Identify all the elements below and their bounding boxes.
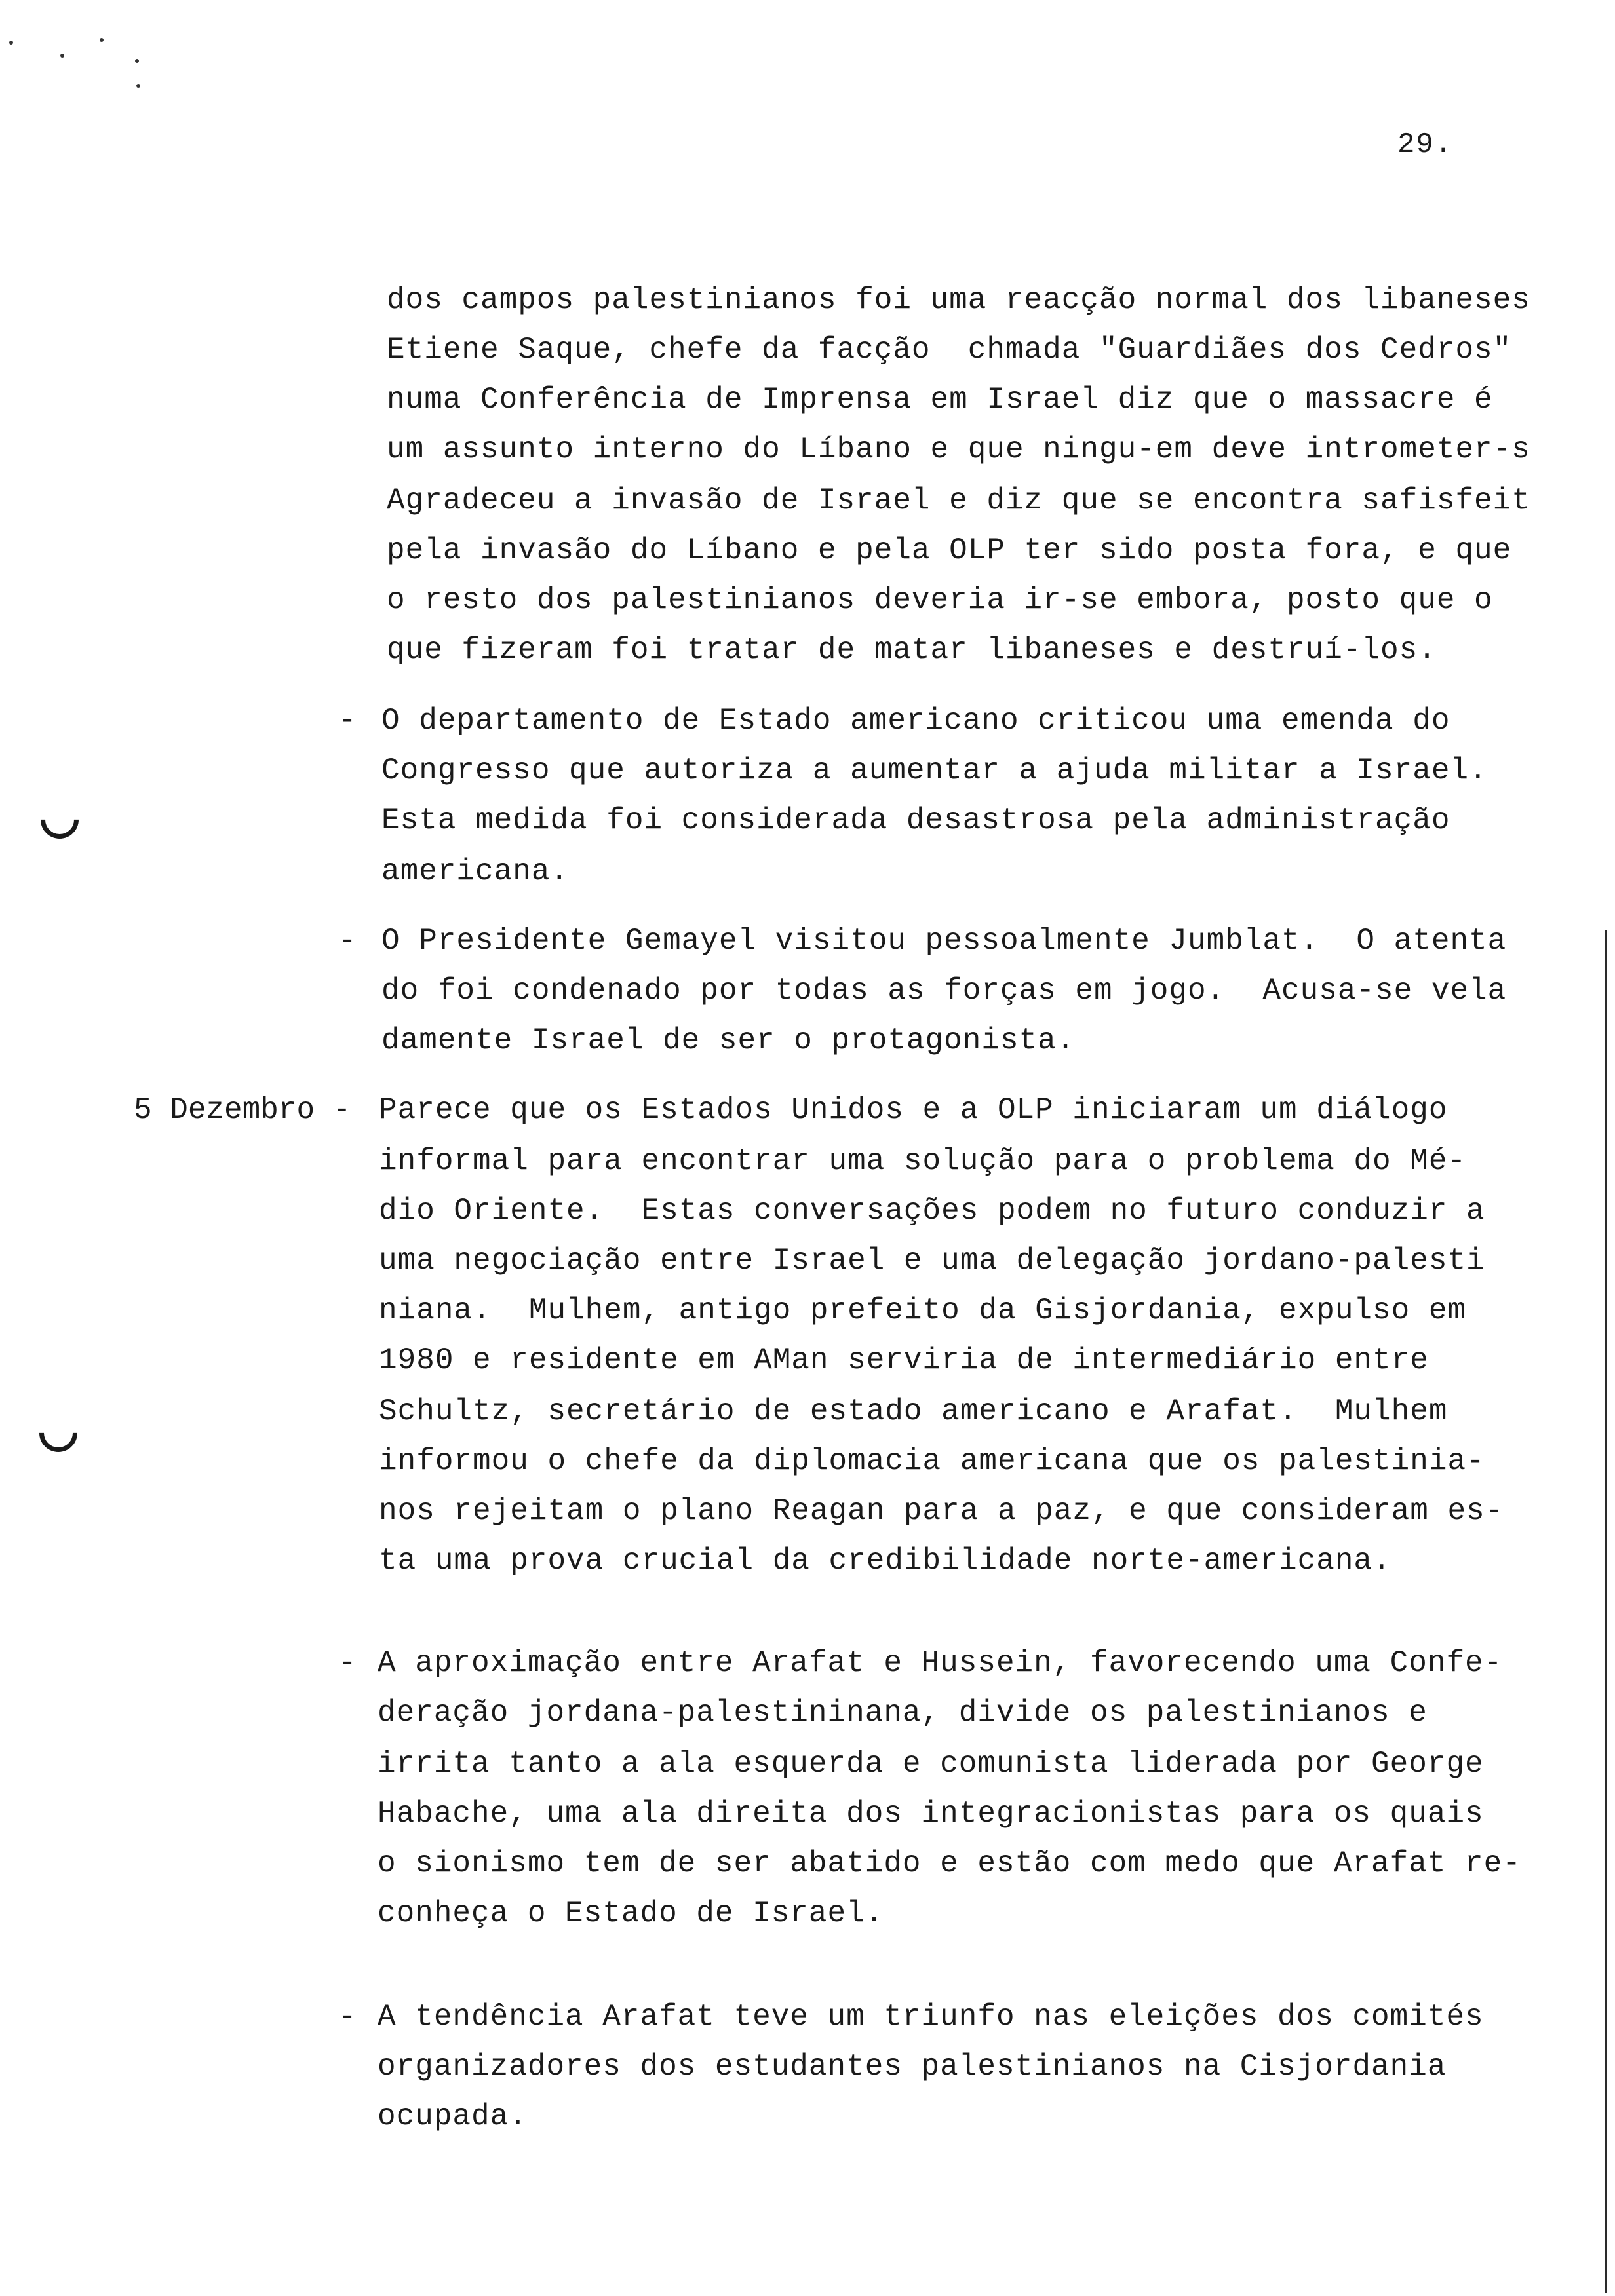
item-dash: - [338, 924, 357, 958]
text-line: ta uma prova crucial da credibilidade norte-americana. [379, 1544, 1391, 1578]
text-line: conheça o Estado de Israel. [378, 1896, 884, 1930]
scan-speck [60, 54, 64, 58]
text-line: A tendência Arafat teve um triunfo nas eleições dos comités [378, 2000, 1484, 2034]
text-line: informal para encontrar uma solução para o problema do Mé- [379, 1144, 1467, 1178]
text-line: niana. Mulhem, antigo prefeito da Gisjordania, expulso em [379, 1293, 1467, 1328]
text-line: O departamento de Estado americano criticou uma emenda do [381, 704, 1450, 738]
text-line: damente Israel de ser o protagonista. [381, 1024, 1076, 1058]
text-line: ocupada. [378, 2099, 528, 2133]
page-number: 29. [1397, 128, 1454, 161]
right-edge-line [1605, 930, 1607, 2293]
text-line: o resto dos palestinianos deveria ir-se embora, posto que o [387, 583, 1493, 617]
text-line: informou o chefe da diplomacia americana que os palestinia- [379, 1444, 1485, 1478]
text-line: uma negociação entre Israel e uma delegação jordano-palesti [379, 1244, 1485, 1278]
text-line: dos campos palestinianos foi uma reacção normal dos libaneses [387, 283, 1530, 317]
scan-speck [9, 41, 13, 45]
margin-hole-mark [33, 793, 87, 847]
item-dash: - [338, 704, 357, 738]
text-line: Congresso que autoriza a aumentar a ajuda militar a Israel. [381, 754, 1488, 788]
text-line: organizadores dos estudantes palestinianos na Cisjordania [378, 2050, 1447, 2084]
text-line: dio Oriente. Estas conversações podem no futuro conduzir a [379, 1194, 1485, 1228]
text-line: que fizeram foi tratar de matar libaneses e destruí-los. [387, 633, 1437, 667]
text-line: 1980 e residente em AMan serviria de intermediário entre [379, 1343, 1429, 1377]
text-line: Agradeceu a invasão de Israel e diz que se encontra safisfeit [387, 484, 1530, 518]
text-line: americana. [381, 854, 570, 889]
text-line: um assunto interno do Líbano e que ningu-em deve intrometer-s [387, 432, 1530, 467]
text-line: Etiene Saque, chefe da facção chmada "Guardiães dos Cedros" [387, 333, 1512, 367]
text-line: pela invasão do Líbano e pela OLP ter sido posta fora, e que [387, 533, 1512, 567]
text-line: irrita tanto a ala esquerda e comunista liderada por George [378, 1747, 1484, 1781]
text-line: Habache, uma ala direita dos integracionistas para os quais [378, 1797, 1484, 1831]
entry-date: 5 Dezembro - [134, 1093, 351, 1127]
scan-speck [136, 84, 140, 88]
text-line: deração jordana-palestininana, divide os palestinianos e [378, 1696, 1428, 1730]
margin-hole-mark [31, 1406, 85, 1460]
item-dash: - [338, 2000, 357, 2034]
scan-speck [100, 38, 104, 42]
text-line: Parece que os Estados Unidos e a OLP iniciaram um diálogo [379, 1093, 1448, 1127]
text-line: do foi condenado por todas as forças em jogo. Acusa-se vela [381, 974, 1507, 1008]
text-line: o sionismo tem de ser abatido e estão com medo que Arafat re- [378, 1846, 1521, 1881]
scan-speck [135, 59, 139, 63]
text-line: nos rejeitam o plano Reagan para a paz, e que consideram es- [379, 1494, 1504, 1528]
text-line: O Presidente Gemayel visitou pessoalmente Jumblat. O atenta [381, 924, 1507, 958]
text-line: numa Conferência de Imprensa em Israel diz que o massacre é [387, 383, 1493, 417]
text-line: A aproximação entre Arafat e Hussein, favorecendo uma Confe- [378, 1646, 1503, 1680]
text-line: Schultz, secretário de estado americano e Arafat. Mulhem [379, 1394, 1448, 1428]
item-dash: - [338, 1646, 357, 1680]
text-line: Esta medida foi considerada desastrosa pela administração [381, 803, 1450, 837]
